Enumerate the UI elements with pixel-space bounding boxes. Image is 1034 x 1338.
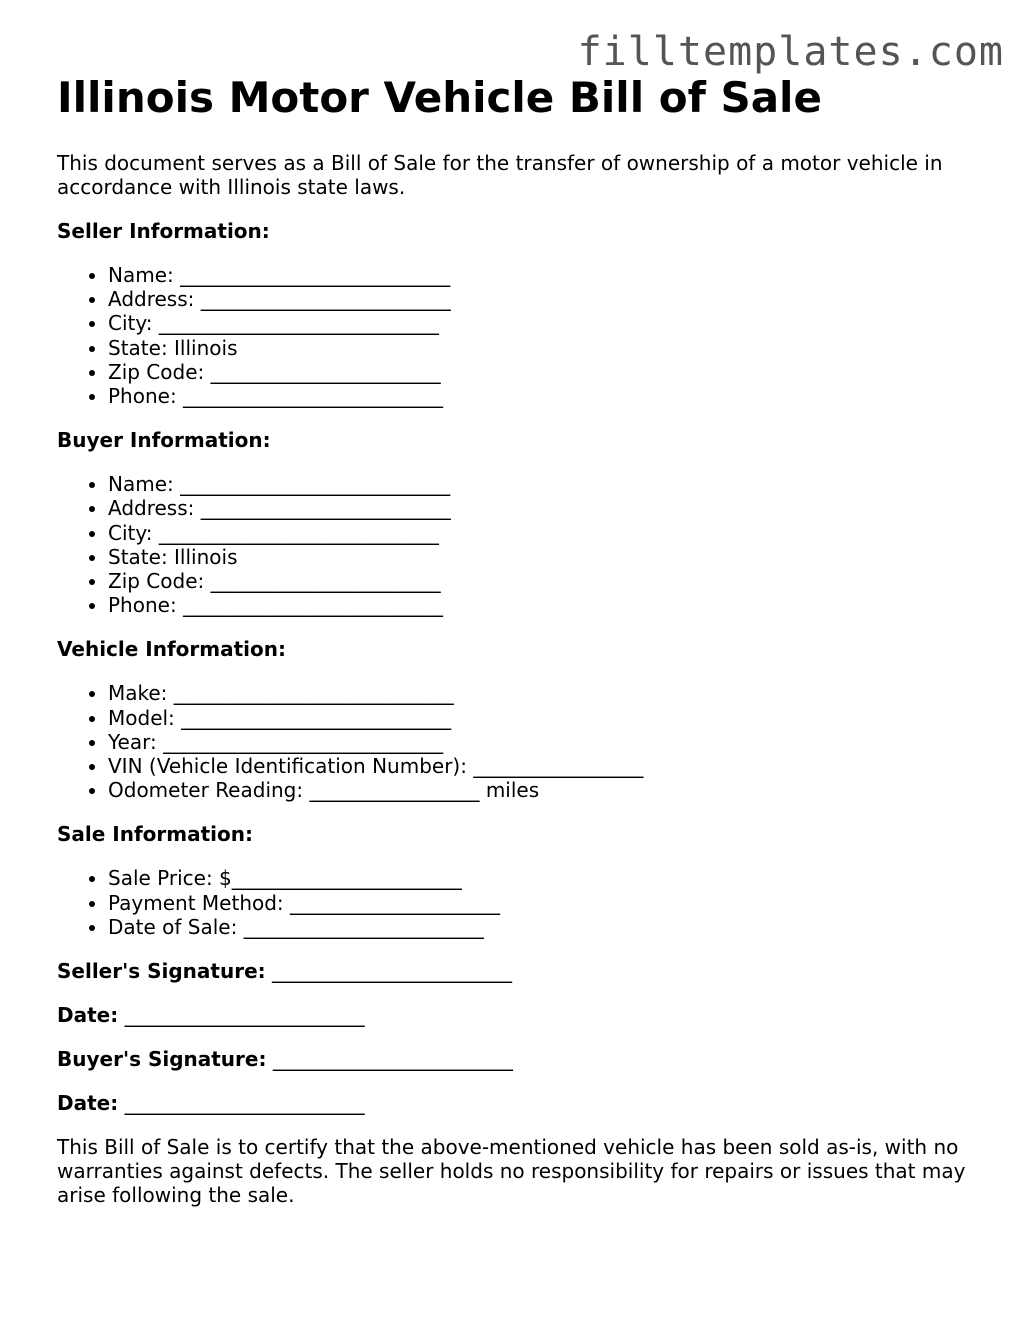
seller-zip-item: • Zip Code: _______________________ — [108, 360, 997, 384]
sale-list — [57, 866, 997, 939]
buyer-heading: Buyer Information: — [57, 428, 271, 453]
buyer-phone-item: • Phone: __________________________ — [108, 593, 997, 617]
seller-date-line: ________________________ — [124, 1003, 365, 1028]
seller-city-item: • City: ____________________________ — [108, 311, 997, 335]
intro-paragraph: This document serves as a Bill of Sale for the transfer of ownership of a motor vehicle in accordance with Illinois state laws. — [57, 151, 943, 199]
seller-address-item: • Address: _________________________ — [108, 287, 997, 311]
buyer-date-label: Date: — [57, 1091, 119, 1116]
seller-signature-label: Seller's Signature: — [57, 959, 266, 984]
seller-heading: Seller Information: — [57, 219, 270, 243]
vehicle-vin-item: • VIN (Vehicle Identification Number): _________________ — [108, 754, 997, 778]
seller-name-item: • Name: ___________________________ — [108, 263, 997, 287]
vehicle-make-item: • Make: ____________________________ — [108, 681, 997, 705]
buyer-date-line: ________________________ — [124, 1091, 365, 1116]
page-title: Illinois Motor Vehicle Bill of Sale — [57, 73, 822, 122]
seller-state-item: • State: Illinois — [108, 336, 997, 360]
vehicle-model-item: • Model: ___________________________ — [108, 706, 997, 730]
buyer-address-item: • Address: _________________________ — [108, 496, 997, 520]
seller-date-row — [57, 1003, 997, 1027]
seller-list — [57, 263, 997, 408]
buyer-signature-row — [57, 1047, 997, 1071]
buyer-name-item: • Name: ___________________________ — [108, 472, 997, 496]
seller-date-label: Date: — [57, 1003, 119, 1028]
buyer-state-item: • State: Illinois — [108, 545, 997, 569]
vehicle-list — [57, 681, 997, 802]
vehicle-heading: Vehicle Information: — [57, 637, 286, 662]
sale-price-item: • Sale Price: $_______________________ — [108, 866, 997, 890]
buyer-city-item: • City: ____________________________ — [108, 521, 997, 545]
buyer-signature-label: Buyer's Signature: — [57, 1047, 267, 1072]
seller-signature-row — [57, 959, 997, 983]
seller-signature-line: ________________________ — [272, 959, 512, 984]
buyer-signature-line: ________________________ — [272, 1047, 513, 1072]
closing-paragraph: This Bill of Sale is to certify that the above-mentioned vehicle has been sold as-is, with no warranties against defects. The seller holds no responsibility for repairs or issues that may arise following the sale. — [57, 1135, 966, 1208]
vehicle-odometer-item: • Odometer Reading: _________________ miles — [108, 778, 997, 802]
payment-method-item: • Payment Method: _____________________ — [108, 891, 997, 915]
site-watermark: filltemplates.com — [577, 29, 1004, 75]
document-body — [57, 74, 997, 1207]
seller-phone-item: • Phone: __________________________ — [108, 384, 997, 408]
date-of-sale-item: • Date of Sale: ________________________ — [108, 915, 997, 939]
vehicle-year-item: • Year: ____________________________ — [108, 730, 997, 754]
buyer-zip-item: • Zip Code: _______________________ — [108, 569, 997, 593]
buyer-date-row — [57, 1091, 997, 1115]
buyer-list — [57, 472, 997, 617]
sale-heading: Sale Information: — [57, 822, 253, 847]
